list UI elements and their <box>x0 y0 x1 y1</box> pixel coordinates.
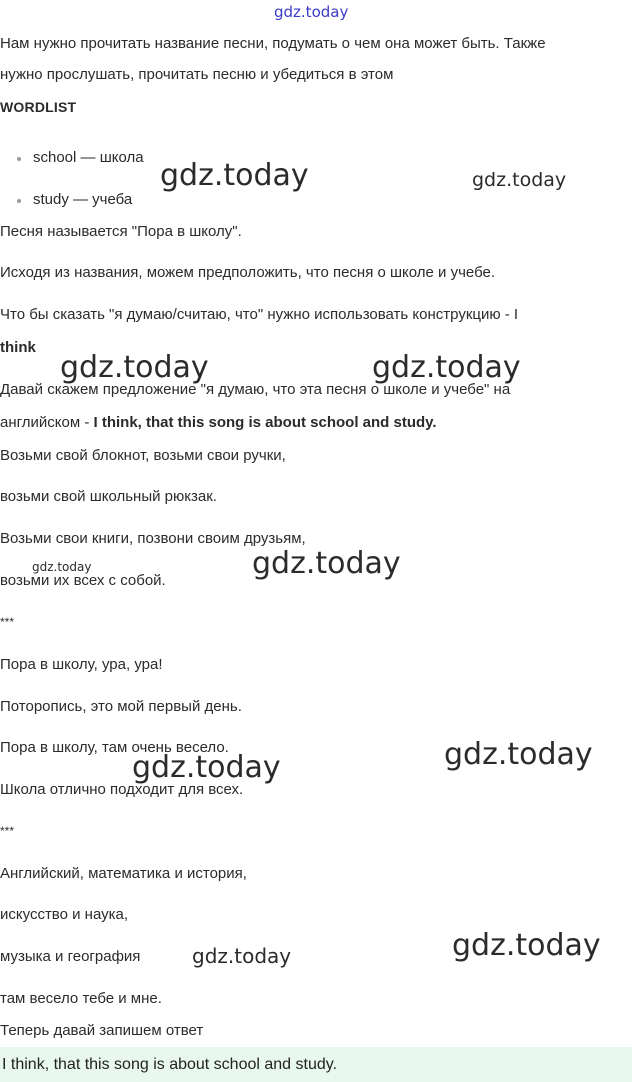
watermark: gdz.today <box>252 546 401 581</box>
watermark: gdz.today <box>444 737 593 772</box>
lyrics-line: Английский, математика и история, <box>0 865 247 882</box>
bullet-icon <box>17 157 21 161</box>
watermark: gdz.today <box>32 560 92 574</box>
lyrics-line: Пора в школу, ура, ура! <box>0 656 163 673</box>
intro-line-2: нужно прослушать, прочитать песню и убедиться в этом <box>0 66 394 83</box>
watermark-top: gdz.today <box>274 3 349 21</box>
sample-line-2 <box>0 413 437 433</box>
lyrics-line: Школа отлично подходит для всех. <box>0 781 244 798</box>
intro-line-1: Нам нужно прочитать название песни, подумать о чем она может быть. Также <box>0 35 546 52</box>
lyrics-line: Возьми свои книги, позвони своим друзьям, <box>0 530 306 547</box>
guess-line: Исходя из названия, можем предположить, что песня о школе и учебе. <box>0 264 496 281</box>
sample-line-1: Давай скажем предложение "я думаю, что эта песня о школе и учебе" на <box>0 381 511 398</box>
construction-line-1: Что бы сказать "я думаю/считаю, что" нужно использовать конструкцию - I <box>0 306 519 323</box>
watermark: gdz.today <box>452 928 601 963</box>
lyrics-line: возьми их всех с собой. <box>0 572 166 589</box>
wordlist-item-school: school — школа <box>33 149 144 166</box>
answer-intro: Теперь давай запишем ответ <box>0 1022 204 1039</box>
verse-separator: *** <box>0 615 15 629</box>
verse-separator: *** <box>0 824 15 838</box>
wordlist-heading: WORDLIST <box>0 99 77 115</box>
sample-line-2-prefix: английском - <box>0 414 94 431</box>
watermark: gdz.today <box>472 169 567 191</box>
song-title-line: Песня называется "Пора в школу". <box>0 223 242 240</box>
watermark: gdz.today <box>372 350 521 385</box>
answer-text: I think, that this song is about school and study. <box>2 1056 338 1073</box>
sample-line-2-bold: I think, that this song is about school and study. <box>93 414 437 431</box>
lyrics-line: искусство и наука, <box>0 906 129 923</box>
watermark: gdz.today <box>132 750 281 785</box>
lyrics-line: Возьми свой блокнот, возьми свои ручки, <box>0 447 286 464</box>
lyrics-line: Пора в школу, там очень весело. <box>0 739 229 756</box>
construction-line-2: think <box>0 339 36 356</box>
watermark: gdz.today <box>160 158 309 193</box>
lyrics-line: Поторопись, это мой первый день. <box>0 698 242 715</box>
watermark: gdz.today <box>192 944 292 968</box>
watermark: gdz.today <box>60 350 209 385</box>
wordlist-item-study: study — учеба <box>33 191 133 208</box>
lyrics-line: музыка и география <box>0 948 141 965</box>
bullet-icon <box>17 199 21 203</box>
lyrics-line: возьми свой школьный рюкзак. <box>0 488 217 505</box>
lyrics-line: там весело тебе и мне. <box>0 990 162 1007</box>
